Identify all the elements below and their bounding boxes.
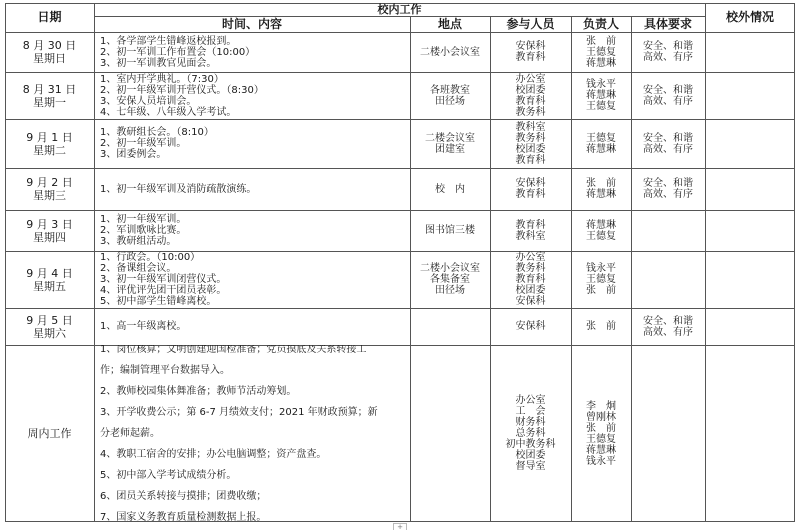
- table-row-participants: [490, 32, 571, 72]
- leader-line: 钱永平: [586, 263, 616, 274]
- participant-line: 安保科: [515, 178, 546, 189]
- participant-line: 安保科: [515, 41, 546, 52]
- leader-line: 张 前: [586, 178, 616, 189]
- weekday-text: 星期三: [33, 189, 66, 202]
- location-line: 各集备室: [430, 274, 470, 285]
- content-line: 1、室内开学典礼。（7:30）: [100, 73, 224, 85]
- participant-line: 校团委: [515, 285, 546, 296]
- date-text: 9 月 1 日: [26, 130, 73, 144]
- leader-line: 王德复: [586, 433, 616, 445]
- weekly-work-content: [100, 345, 408, 522]
- location-line: 二楼小会议室: [420, 46, 480, 58]
- weekly-participants: [490, 345, 571, 522]
- participant-line: 教育科: [515, 95, 546, 107]
- content-line: 1、初一年级军训及消防疏散演练。: [100, 183, 257, 195]
- participant-line: 督导室: [515, 461, 546, 472]
- leader-line: 蒋慧琳: [586, 57, 616, 69]
- header-requirements: 具体要求: [643, 16, 692, 31]
- table-row-leader: [571, 251, 631, 308]
- weekly-line: 2、教师校园集体舞准备；教师节活动筹划。: [100, 386, 297, 397]
- date-text: 9 月 5 日: [26, 313, 73, 327]
- requirement-line: 安全、和谐: [643, 178, 693, 189]
- content-line: 5、初中部学生错峰离校。: [100, 296, 217, 307]
- participant-line: 办公室: [515, 73, 546, 85]
- table-row-date: [5, 168, 94, 210]
- requirement-line: 高效、有序: [643, 143, 693, 155]
- header-date: 日期: [37, 10, 62, 24]
- location-line: 二楼会议室: [425, 132, 475, 144]
- leader-line: 王德复: [586, 274, 616, 285]
- header-leader: 负责人: [582, 16, 619, 31]
- table-row-leader: [571, 168, 631, 210]
- table-row-content: [100, 308, 408, 345]
- content-line: 2、军训歌咏比赛。: [100, 225, 187, 236]
- content-line: 2、初一军训工作布置会（10:00）: [100, 46, 256, 58]
- leader-line: 张 前: [586, 321, 616, 332]
- leader-line: 张 前: [586, 422, 616, 434]
- table-row-leader: [571, 119, 631, 168]
- participant-line: 总务科: [515, 428, 546, 439]
- weekday-text: 星期四: [33, 230, 66, 244]
- table-row-participants: [490, 168, 571, 210]
- weekly-line: 1、岗位核算；文明创建迎国检准备；党员摸底及关系转接工: [100, 345, 367, 355]
- location-line: 田径场: [435, 285, 465, 296]
- table-row-content: [100, 119, 408, 168]
- requirement-line: 安全、和谐: [643, 315, 693, 327]
- table-row-requirements: [631, 32, 705, 72]
- weekly-line: 3、开学收费公示；第 6-7 月绩效支付；2021 年财政预算；新: [100, 407, 378, 418]
- content-line: 2、备课组会议。: [100, 263, 177, 274]
- table-row-date: [5, 32, 94, 72]
- table-row-leader: [571, 72, 631, 119]
- table-row-participants: [490, 119, 571, 168]
- table-row-date: [5, 251, 94, 308]
- requirement-line: 安全、和谐: [643, 84, 693, 96]
- participant-line: 教育科: [515, 52, 546, 63]
- leader-line: 蒋慧琳: [586, 143, 616, 155]
- table-row-location: [410, 32, 490, 72]
- content-line: 1、行政会。（10:00）: [100, 252, 201, 263]
- table-row-participants: [490, 210, 571, 251]
- table-row-requirements: [631, 72, 705, 119]
- weekly-line: 7、国家义务教育质量检测数据上报。: [100, 512, 267, 522]
- requirement-line: 高效、有序: [643, 189, 693, 200]
- content-line: 3、安保人员培训会。: [100, 95, 197, 107]
- table-row-date: [5, 308, 94, 345]
- content-line: 3、团委例会。: [100, 149, 167, 160]
- weekly-line: 作；编制管理平台数据导入。: [100, 365, 230, 376]
- participant-line: 工 会: [515, 406, 546, 417]
- table-row-content: [100, 210, 408, 251]
- leader-line: 张 前: [586, 35, 616, 47]
- date-text: 8 月 30 日: [22, 39, 77, 52]
- location-line: 图书馆三楼: [425, 225, 475, 236]
- requirement-line: 高效、有序: [643, 95, 693, 107]
- weekly-line: 6、团员关系转接与摸排；团费收缴；: [100, 491, 267, 502]
- content-line: 1、教研组长会。（8:10）: [100, 127, 214, 138]
- content-line: 3、初一年级军训闭营仪式。: [100, 274, 227, 285]
- leader-line: 李 炯: [586, 400, 616, 412]
- table-row-leader: [571, 308, 631, 345]
- participant-line: 教科室: [515, 121, 546, 133]
- content-line: 1、各学部学生错峰返校报到。: [100, 35, 237, 47]
- leader-line: 蒋慧琳: [586, 90, 616, 101]
- leader-line: 蒋慧琳: [586, 189, 616, 200]
- participant-line: 安保科: [515, 296, 546, 307]
- weekday-text: 星期日: [33, 52, 66, 65]
- participant-line: 校团委: [515, 84, 546, 96]
- header-time-content: 时间、内容: [221, 16, 282, 31]
- content-line: 2、初一年级军训开营仪式。（8:30）: [100, 84, 264, 96]
- weekday-text: 星期五: [33, 279, 66, 293]
- table-row-content: [100, 251, 408, 308]
- participant-line: 财务科: [515, 417, 546, 428]
- weekly-line: 4、教职工宿舍的安排；办公电脑调整；资产盘查。: [100, 449, 327, 460]
- table-row-content: [100, 72, 408, 119]
- location-line: 各班教室: [430, 84, 470, 96]
- participant-line: 办公室: [515, 252, 546, 263]
- requirement-line: 安全、和谐: [643, 41, 693, 52]
- date-text: 9 月 3 日: [26, 217, 73, 231]
- participant-line: 教育科: [515, 154, 546, 166]
- date-text: 9 月 2 日: [26, 176, 73, 189]
- participant-line: 校团委: [515, 450, 546, 461]
- table-row-participants: [490, 251, 571, 308]
- content-line: 1、初一年级军训。: [100, 214, 187, 225]
- table-row-requirements: [631, 308, 705, 345]
- page-break-marker[interactable]: +: [393, 523, 407, 530]
- weekday-text: 星期一: [33, 95, 66, 109]
- weekday-text: 星期二: [33, 143, 66, 157]
- content-line: 3、初一军训教官见面会。: [100, 57, 217, 69]
- location-line: 团建室: [435, 143, 465, 155]
- weekly-line: 5、初中部入学考试成绩分析。: [100, 470, 237, 481]
- table-row-leader: [571, 32, 631, 72]
- header-location: 地点: [437, 16, 462, 31]
- leader-line: 王德复: [586, 230, 616, 242]
- participant-line: 安保科: [515, 321, 546, 332]
- table-row-content: [100, 168, 408, 210]
- table-row-date: [5, 72, 94, 119]
- header-off-campus: 校外情况: [725, 10, 774, 24]
- leader-line: 曾刚林: [586, 411, 616, 423]
- content-line: 2、初一年级军训。: [100, 138, 187, 149]
- table-row-location: [410, 251, 490, 308]
- table-row-location: [410, 210, 490, 251]
- table-row-location: [410, 119, 490, 168]
- participant-line: 教务科: [515, 263, 546, 274]
- table-row-requirements: [631, 168, 705, 210]
- requirement-line: 高效、有序: [643, 52, 693, 63]
- participant-line: 教务科: [515, 132, 546, 144]
- location-line: 田径场: [435, 95, 465, 107]
- participant-line: 校团委: [515, 143, 546, 155]
- weekly-schedule-table: [5, 3, 795, 523]
- content-line: 4、评优评先团干团员表彰。: [100, 285, 227, 296]
- table-row-participants: [490, 72, 571, 119]
- leader-line: 张 前: [586, 285, 616, 296]
- weekly-leader: [571, 345, 631, 522]
- table-row-requirements: [631, 119, 705, 168]
- header-participants: 参与人员: [506, 16, 555, 31]
- header-campus-work: 校内工作: [377, 3, 422, 16]
- table-row-leader: [571, 210, 631, 251]
- content-line: 4、七年级、八年级入学考试。: [100, 106, 237, 118]
- leader-line: 钱永平: [586, 455, 616, 467]
- content-line: 3、教研组活动。: [100, 236, 177, 247]
- leader-line: 王德复: [586, 132, 616, 144]
- requirement-line: 高效、有序: [643, 326, 693, 338]
- participant-line: 办公室: [515, 395, 546, 406]
- participant-line: 教育科: [515, 274, 546, 285]
- leader-line: 蒋慧琳: [586, 219, 616, 231]
- leader-line: 钱永平: [586, 79, 616, 90]
- leader-line: 王德复: [586, 101, 616, 112]
- table-row-location: [410, 168, 490, 210]
- date-text: 9 月 4 日: [26, 266, 73, 280]
- participant-line: 教育科: [515, 189, 546, 200]
- leader-line: 蒋慧琳: [586, 444, 616, 456]
- location-line: 二楼小会议室: [420, 263, 480, 274]
- table-row-participants: [490, 308, 571, 345]
- table-row-content: [100, 32, 408, 72]
- participant-line: 教育科: [515, 219, 546, 231]
- table-row-date: [5, 210, 94, 251]
- participant-line: 初中教务科: [505, 439, 556, 450]
- weekday-text: 星期六: [33, 326, 66, 340]
- location-line: 校 内: [435, 183, 465, 195]
- weekly-line: 分老师起薪。: [100, 428, 160, 439]
- participant-line: 教科室: [515, 230, 546, 242]
- participant-line: 教务科: [515, 106, 546, 118]
- leader-line: 王德复: [586, 46, 616, 58]
- weekly-work-label: 周内工作: [27, 427, 72, 440]
- date-text: 8 月 31 日: [22, 82, 77, 96]
- requirement-line: 安全、和谐: [643, 132, 693, 144]
- table-row-location: [410, 72, 490, 119]
- table-row-date: [5, 119, 94, 168]
- content-line: 1、高一年级离校。: [100, 321, 187, 332]
